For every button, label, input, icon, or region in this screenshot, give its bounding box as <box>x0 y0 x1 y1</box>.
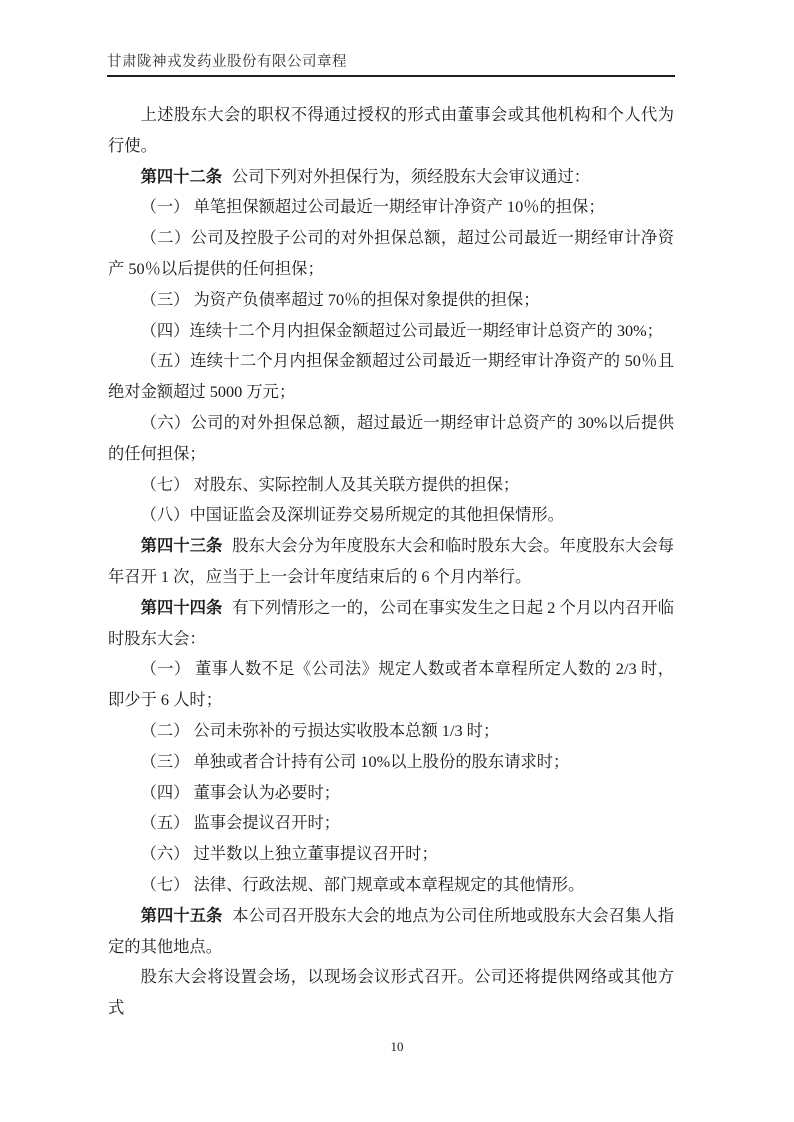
page-number: 10 <box>390 1039 404 1054</box>
article-number: 第四十二条 <box>140 166 223 186</box>
paragraph-text: （四） 董事会认为必要时； <box>140 782 341 802</box>
paragraph <box>108 100 674 162</box>
paragraph <box>108 962 674 1024</box>
article-number: 第四十四条 <box>140 597 223 617</box>
paragraph-text: （一） 单笔担保额超过公司最近一期经审计净资产 10％的担保； <box>140 197 605 217</box>
document-body <box>108 100 674 1024</box>
paragraph-text: （一） 董事人数不足《公司法》规定人数或者本章程所定人数的 2/3 时，即少于 6 人时； <box>108 659 674 710</box>
paragraph-text: （五） 监事会提议召开时； <box>140 813 341 833</box>
paragraph <box>108 901 674 963</box>
paragraph <box>108 408 674 470</box>
article-number: 第四十五条 <box>140 905 223 925</box>
page-footer <box>0 1039 794 1055</box>
paragraph-text: （三） 为资产负债率超过 70％的担保对象提供的担保； <box>140 289 540 309</box>
article-number: 第四十三条 <box>140 536 223 556</box>
paragraph-text: 股东大会将设置会场，以现场会议形式召开。公司还将提供网络或其他方式 <box>108 967 674 1018</box>
paragraph-text: 公司下列对外担保行为，须经股东大会审议通过： <box>231 166 590 186</box>
paragraph-text: （五）连续十二个月内担保金额超过公司最近一期经审计净资产的 50％且绝对金额超过 5000 万元； <box>108 351 674 402</box>
paragraph <box>108 747 674 778</box>
paragraph-text: （六） 过半数以上独立董事提议召开时； <box>140 844 438 864</box>
paragraph <box>108 346 674 408</box>
paragraph <box>108 531 674 593</box>
paragraph <box>108 192 674 223</box>
paragraph <box>108 654 674 716</box>
paragraph <box>108 716 674 747</box>
paragraph <box>108 593 674 655</box>
paragraph-text: （六）公司的对外担保总额，超过最近一期经审计总资产的 30%以后提供的任何担保； <box>108 412 674 463</box>
paragraph <box>108 316 674 347</box>
paragraph-text: （二）公司及控股子公司的对外担保总额，超过公司最近一期经审计净资产 50％以后提供的任何担保； <box>108 228 674 278</box>
paragraph <box>108 500 674 531</box>
paragraph-text: （二） 公司未弥补的亏损达实收股本总额 1/3 时； <box>140 720 500 740</box>
page-header <box>107 53 675 77</box>
paragraph <box>108 162 674 193</box>
paragraph <box>108 778 674 809</box>
paragraph <box>108 223 674 285</box>
paragraph-text: 股东大会分为年度股东大会和临时股东大会。年度股东大会每年召开 1 次，应当于上一会计年度结束后的 6 个月内举行。 <box>108 536 674 586</box>
paragraph <box>108 839 674 870</box>
paragraph-text: 上述股东大会的职权不得通过授权的形式由董事会或其他机构和个人代为行使。 <box>108 105 674 155</box>
paragraph-text: 本公司召开股东大会的地点为公司住所地或股东大会召集人指定的其他地点。 <box>108 905 674 956</box>
paragraph-text: （七） 法律、行政法规、部门规章或本章程规定的其他情形。 <box>140 874 585 894</box>
paragraph-text: （四）连续十二个月内担保金额超过公司最近一期经审计总资产的 30%； <box>140 320 663 340</box>
paragraph-text: （七） 对股东、实际控制人及其关联方提供的担保； <box>140 474 520 494</box>
paragraph <box>108 285 674 316</box>
header-title: 甘肃陇神戎发药业股份有限公司章程 <box>107 54 347 70</box>
paragraph <box>108 470 674 501</box>
paragraph-text: （八）中国证监会及深圳证券交易所规定的其他担保情形。 <box>140 505 564 525</box>
paragraph <box>108 808 674 839</box>
paragraph-text: （三） 单独或者合计持有公司 10%以上股份的股东请求时； <box>140 751 570 771</box>
paragraph-text: 有下列情形之一的，公司在事实发生之日起 2 个月以内召开临时股东大会： <box>108 597 674 648</box>
paragraph <box>108 870 674 901</box>
